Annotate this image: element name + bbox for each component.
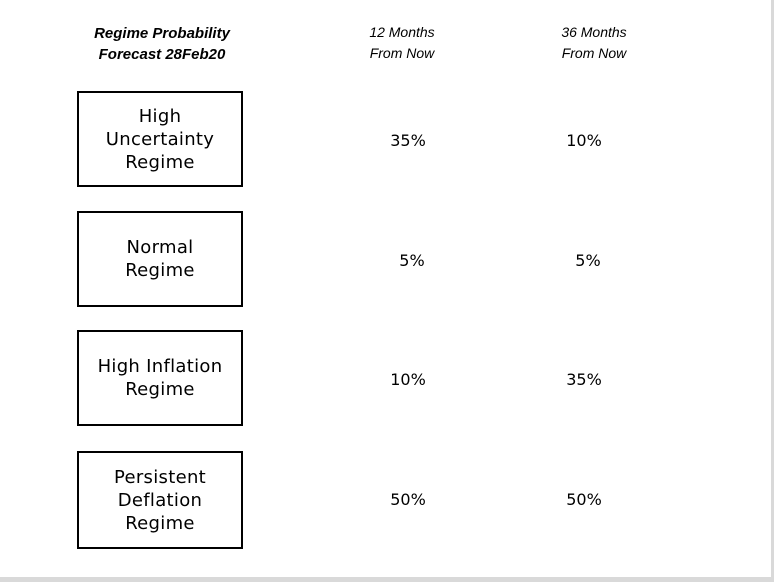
- probability-12m-persistent-deflation: 50%: [390, 490, 426, 509]
- regime-label-line: Deflation: [117, 489, 203, 511]
- regime-label-line: Persistent: [113, 466, 207, 488]
- probability-12m-normal: 5%: [399, 251, 425, 270]
- regime-label-line: Regime: [125, 379, 195, 400]
- column-header-36-months: [514, 22, 674, 64]
- regime-box-normal: [77, 211, 243, 307]
- probability-12m-high-inflation: 10%: [390, 370, 426, 389]
- regime-box-high-uncertainty: [77, 91, 243, 187]
- regime-label-line: High: [138, 105, 182, 127]
- probability-36m-persistent-deflation: 50%: [566, 490, 602, 509]
- column-header-12-line-1: 12 Months: [369, 24, 435, 40]
- table-title-line-1: Regime Probability: [94, 25, 230, 42]
- regime-label-line: High Inflation: [97, 356, 223, 377]
- probability-36m-normal: 5%: [575, 251, 601, 270]
- column-header-12-months: [322, 22, 482, 64]
- table-title-line-2: Forecast 28Feb20: [98, 46, 226, 63]
- regime-label-line: Uncertainty: [105, 128, 215, 150]
- probability-12m-high-uncertainty: 35%: [390, 131, 426, 150]
- table-title: [62, 23, 262, 65]
- regime-box-persistent-deflation: [77, 451, 243, 549]
- regime-label-line: Regime: [125, 512, 195, 534]
- column-header-36-line-2: From Now: [561, 45, 627, 61]
- regime-box-high-inflation: [77, 330, 243, 426]
- frame-bottom-edge: [0, 577, 774, 582]
- probability-36m-high-inflation: 35%: [566, 370, 602, 389]
- column-header-12-line-2: From Now: [369, 45, 435, 61]
- column-header-36-line-1: 36 Months: [561, 24, 627, 40]
- probability-36m-high-uncertainty: 10%: [566, 131, 602, 150]
- regime-label-line: Regime: [125, 260, 195, 281]
- regime-label-line: Normal: [126, 237, 194, 258]
- regime-label-line: Regime: [125, 151, 195, 173]
